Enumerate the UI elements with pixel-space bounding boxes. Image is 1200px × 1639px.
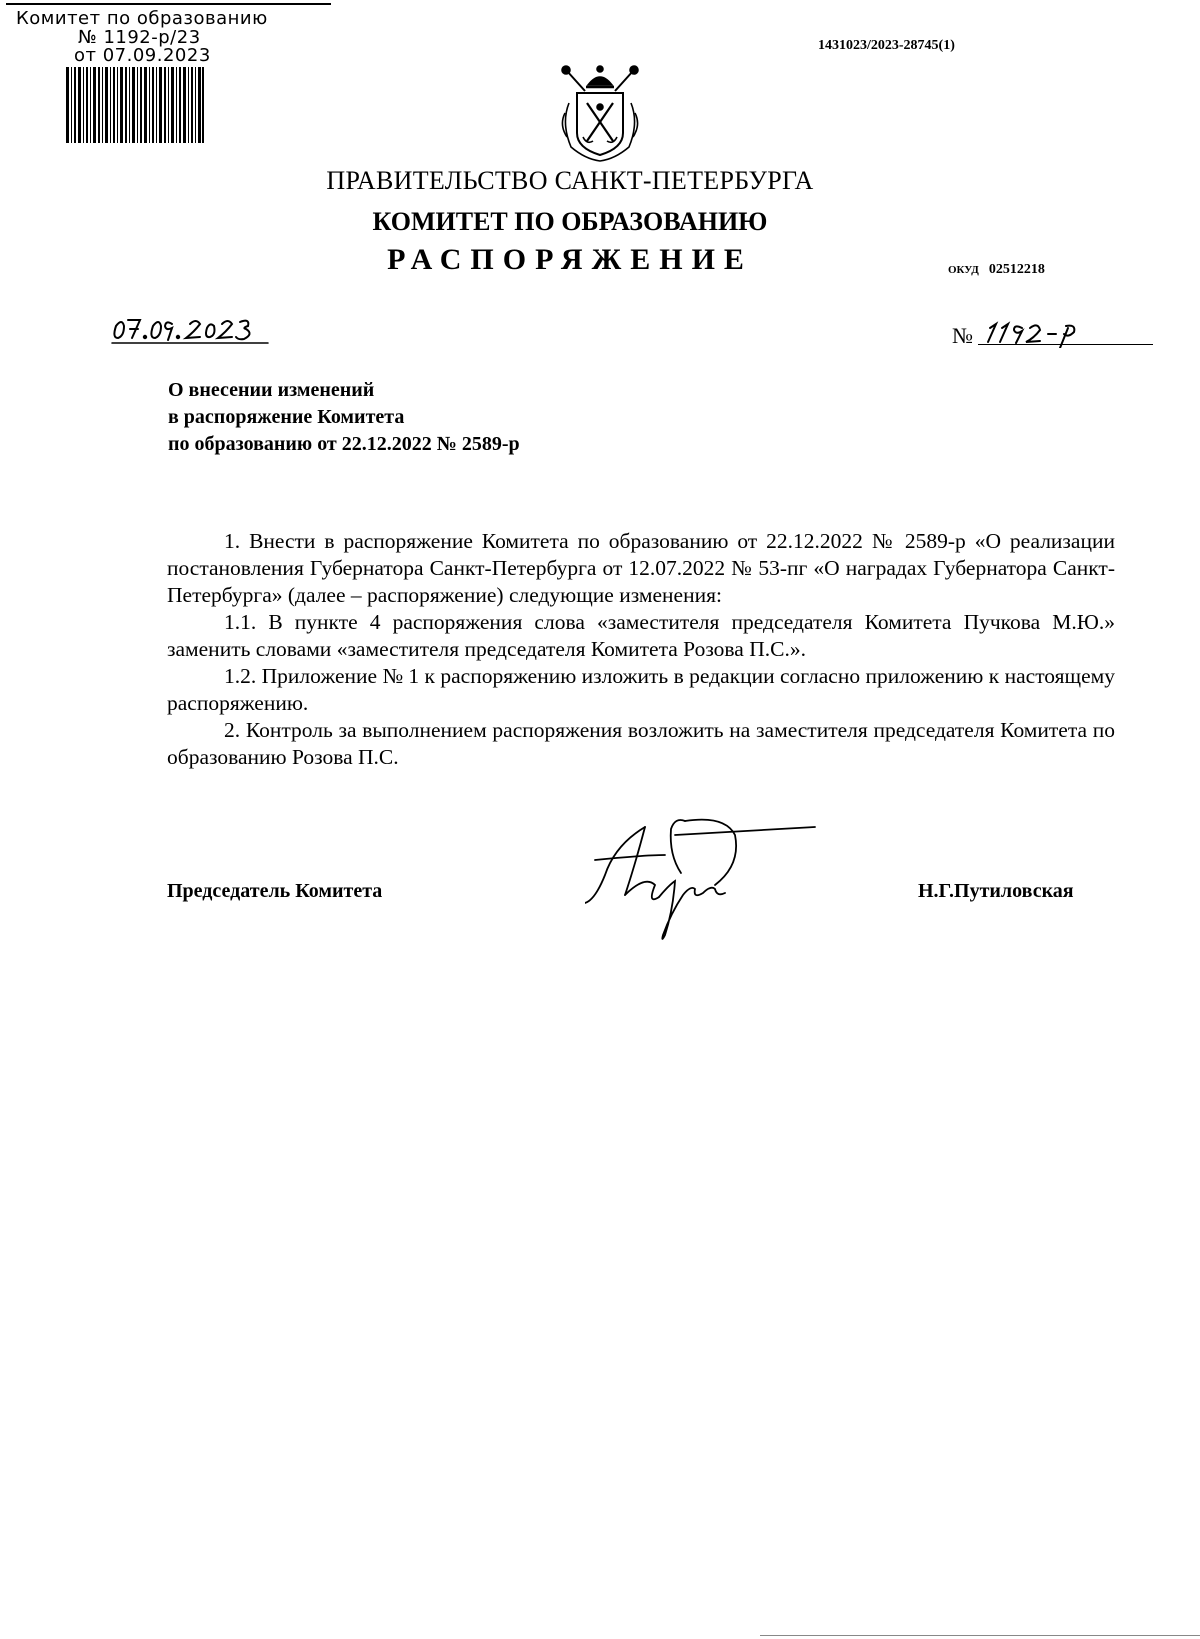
signee-name: Н.Г.Путиловская (918, 880, 1074, 902)
subject-line-3: по образованию от 22.12.2022 № 2589-р (168, 433, 520, 455)
signature-icon (585, 815, 825, 945)
subject-line-1: О внесении изменений (168, 379, 375, 401)
stamp-line-1: Комитет по образованию (16, 8, 268, 29)
subject-heading (168, 377, 520, 458)
okud-value: 02512218 (988, 262, 1045, 277)
paragraph-1: 1. Внести в распоряжение Комитета по образованию от 22.12.2022 № 2589-р «О реализации постановления Губернатора Санкт-Петербурга от 12.07.2022 № 53-пг «О наградах Губернатора Санкт-Петербурга» (далее – распоряжение) следующие изменения: (167, 529, 1115, 607)
registration-stamp (0, 0, 340, 150)
document-id: 1431023/2023-28745(1) (818, 38, 955, 53)
paragraph-1-2: 1.2. Приложение № 1 к распоряжению изложить в редакции согласно приложению к настоящему распоряжению. (167, 664, 1115, 715)
signer-position: Председатель Комитета (167, 880, 383, 902)
stamp-top-rule (6, 3, 331, 5)
number-underline (978, 344, 1153, 345)
committee-name: КОМИТЕТ ПО ОБРАЗОВАНИЮ (372, 207, 768, 236)
stamp-line-2: № 1192-р/23 (78, 27, 201, 48)
number-sign: № (952, 323, 973, 348)
document-body (167, 528, 1115, 771)
order-number (950, 318, 1155, 348)
okud-label: ОКУД (948, 264, 979, 276)
paragraph-2: 2. Контроль за выполнением распоряжения возложить на заместителя председателя Комитета по образованию Розова П.С. (167, 718, 1115, 769)
document-type: РАСПОРЯЖЕНИЕ (387, 243, 753, 276)
paragraph-1-1: 1.1. В пункте 4 распоряжения слова «заместителя председателя Комитета Пучкова М.Ю.» заменить словами «заместителя председателя Комитета Розова П.С.». (167, 610, 1115, 661)
barcode-icon (66, 67, 204, 143)
bottom-edge-rule (760, 1635, 1200, 1636)
subject-line-2: в распоряжение Комитета (168, 406, 405, 428)
coat-of-arms-icon (555, 63, 645, 163)
handwritten-date (108, 310, 288, 350)
government-name: ПРАВИТЕЛЬСТВО САНКТ-ПЕТЕРБУРГА (326, 166, 814, 195)
stamp-line-3: от 07.09.2023 (74, 45, 211, 66)
okud-code (948, 262, 1045, 278)
